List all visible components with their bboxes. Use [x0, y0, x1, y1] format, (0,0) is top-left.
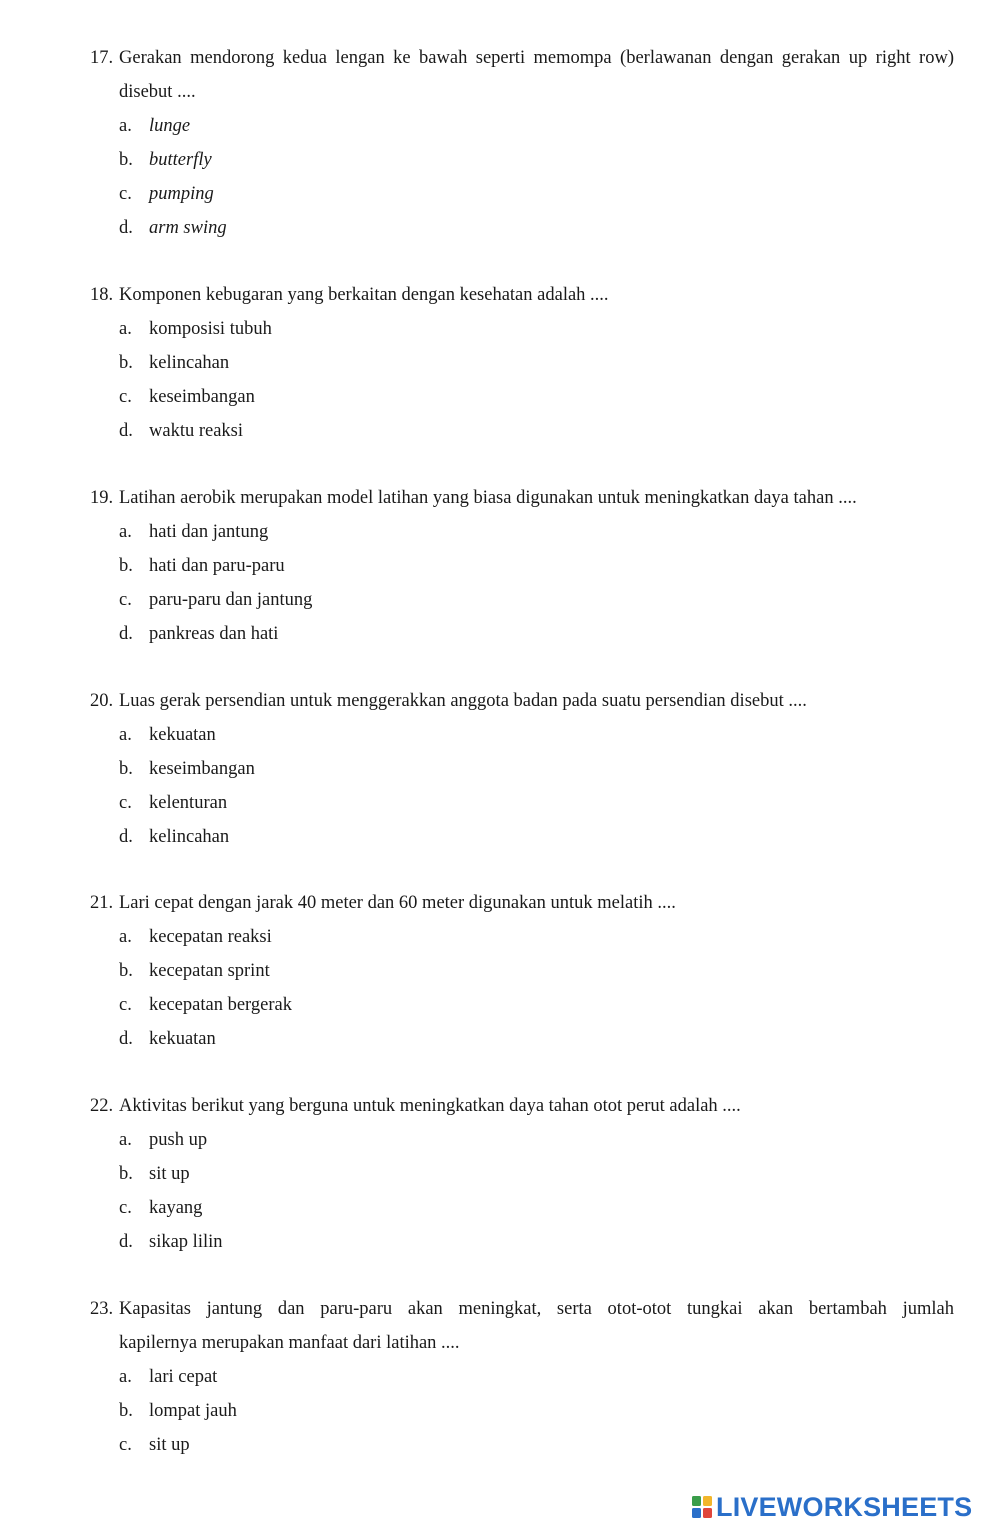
answer-option-c[interactable]	[119, 1428, 954, 1462]
option-letter: c.	[119, 1198, 132, 1218]
answer-option-c[interactable]	[119, 988, 954, 1022]
option-text: sit up	[149, 1164, 190, 1184]
answer-option-b[interactable]	[119, 1157, 954, 1191]
option-text: keseimbangan	[149, 759, 255, 779]
option-letter: b.	[119, 1164, 133, 1184]
answer-option-a[interactable]	[119, 718, 954, 752]
option-letter: a.	[119, 927, 132, 947]
liveworksheets-logo-text: LIVEWORKSHEETS	[716, 1492, 973, 1522]
answer-option-d[interactable]	[119, 414, 954, 448]
answer-option-d[interactable]	[119, 617, 954, 651]
option-text: hati dan jantung	[149, 522, 269, 542]
option-text: lunge	[149, 116, 191, 136]
option-text: sit up	[149, 1435, 190, 1455]
answer-option-c[interactable]	[119, 583, 954, 617]
option-letter: c.	[119, 590, 132, 610]
question-text-line: Gerakan mendorong kedua lengan ke bawah seperti memompa (berlawanan dengan gerakan up right row)	[119, 48, 954, 68]
answer-option-b[interactable]	[119, 549, 954, 583]
option-letter: a.	[119, 116, 132, 136]
option-text: kelincahan	[149, 827, 230, 847]
option-letter: d.	[119, 421, 133, 441]
option-letter: c.	[119, 387, 132, 407]
answer-option-d[interactable]	[119, 1022, 954, 1056]
option-letter: b.	[119, 759, 133, 779]
answer-option-d[interactable]	[119, 211, 954, 245]
option-text: pumping	[149, 184, 214, 204]
answer-option-a[interactable]	[119, 515, 954, 549]
question-text-line: Komponen kebugaran yang berkaitan dengan kesehatan adalah ....	[119, 285, 609, 305]
liveworksheets-logo-icon	[692, 1496, 712, 1518]
question-text-line: Lari cepat dengan jarak 40 meter dan 60 meter digunakan untuk melatih ....	[119, 893, 676, 913]
question-number: 23.	[90, 1299, 114, 1319]
option-letter: a.	[119, 1367, 132, 1387]
option-letter: a.	[119, 319, 132, 339]
answer-option-d[interactable]	[119, 1225, 954, 1259]
option-text: kecepatan sprint	[149, 961, 270, 981]
question-22	[90, 1089, 954, 1259]
option-text: kekuatan	[149, 1029, 216, 1049]
answer-option-b[interactable]	[119, 954, 954, 988]
answer-option-b[interactable]	[119, 346, 954, 380]
option-text: kekuatan	[149, 725, 216, 745]
option-letter: d.	[119, 827, 133, 847]
option-text: lompat jauh	[149, 1401, 237, 1421]
question-text-line: Kapasitas jantung dan paru-paru akan meningkat, serta otot-otot tungkai akan bertambah jumlah	[119, 1299, 954, 1319]
option-letter: a.	[119, 725, 132, 745]
answer-option-c[interactable]	[119, 786, 954, 820]
question-17	[90, 41, 954, 245]
option-letter: a.	[119, 1130, 132, 1150]
answer-option-a[interactable]	[119, 920, 954, 954]
answer-option-c[interactable]	[119, 380, 954, 414]
question-20	[90, 684, 954, 854]
question-number: 20.	[90, 691, 114, 711]
question-18	[90, 278, 954, 448]
option-text: kelincahan	[149, 353, 230, 373]
answer-option-b[interactable]	[119, 1394, 954, 1428]
option-letter: c.	[119, 995, 132, 1015]
option-text: arm swing	[149, 218, 227, 238]
option-letter: c.	[119, 793, 132, 813]
answer-option-c[interactable]	[119, 177, 954, 211]
question-number: 18.	[90, 285, 114, 305]
option-letter: c.	[119, 184, 132, 204]
option-text: waktu reaksi	[149, 421, 244, 441]
question-19	[90, 481, 954, 651]
question-number: 19.	[90, 488, 114, 508]
option-text: komposisi tubuh	[149, 319, 272, 339]
question-23	[90, 1292, 954, 1462]
option-text: hati dan paru-paru	[149, 556, 285, 576]
question-number: 22.	[90, 1096, 114, 1116]
option-letter: a.	[119, 522, 132, 542]
answer-option-a[interactable]	[119, 1123, 954, 1157]
question-text-line: kapilernya merupakan manfaat dari latihan ....	[119, 1333, 460, 1353]
answer-option-c[interactable]	[119, 1191, 954, 1225]
answer-option-b[interactable]	[119, 143, 954, 177]
option-letter: d.	[119, 1232, 133, 1252]
question-text-line: disebut ....	[119, 82, 196, 102]
option-letter: b.	[119, 556, 133, 576]
option-letter: d.	[119, 624, 133, 644]
option-letter: b.	[119, 353, 133, 373]
answer-option-d[interactable]	[119, 820, 954, 854]
option-text: butterfly	[149, 150, 212, 170]
option-letter: b.	[119, 961, 133, 981]
question-number: 17.	[90, 48, 114, 68]
option-letter: d.	[119, 218, 133, 238]
option-text: sikap lilin	[149, 1232, 223, 1252]
question-text-line: Aktivitas berikut yang berguna untuk meningkatkan daya tahan otot perut adalah ....	[119, 1096, 741, 1116]
question-text-line: Latihan aerobik merupakan model latihan yang biasa digunakan untuk meningkatkan daya tahan ....	[119, 488, 857, 508]
option-text: lari cepat	[149, 1367, 218, 1387]
answer-option-a[interactable]	[119, 109, 954, 143]
answer-option-a[interactable]	[119, 312, 954, 346]
option-letter: c.	[119, 1435, 132, 1455]
option-text: pankreas dan hati	[149, 624, 279, 644]
option-text: kecepatan bergerak	[149, 995, 292, 1015]
liveworksheets-logo[interactable]	[692, 1490, 972, 1524]
option-text: kayang	[149, 1198, 203, 1218]
question-21	[90, 886, 954, 1056]
option-letter: b.	[119, 1401, 133, 1421]
option-text: paru-paru dan jantung	[149, 590, 313, 610]
option-text: kecepatan reaksi	[149, 927, 272, 947]
answer-option-a[interactable]	[119, 1360, 954, 1394]
option-text: push up	[149, 1130, 208, 1150]
question-number: 21.	[90, 893, 114, 913]
answer-option-b[interactable]	[119, 752, 954, 786]
option-text: kelenturan	[149, 793, 228, 813]
option-letter: b.	[119, 150, 133, 170]
option-text: keseimbangan	[149, 387, 255, 407]
option-letter: d.	[119, 1029, 133, 1049]
question-text-line: Luas gerak persendian untuk menggerakkan anggota badan pada suatu persendian disebut ....	[119, 691, 807, 711]
